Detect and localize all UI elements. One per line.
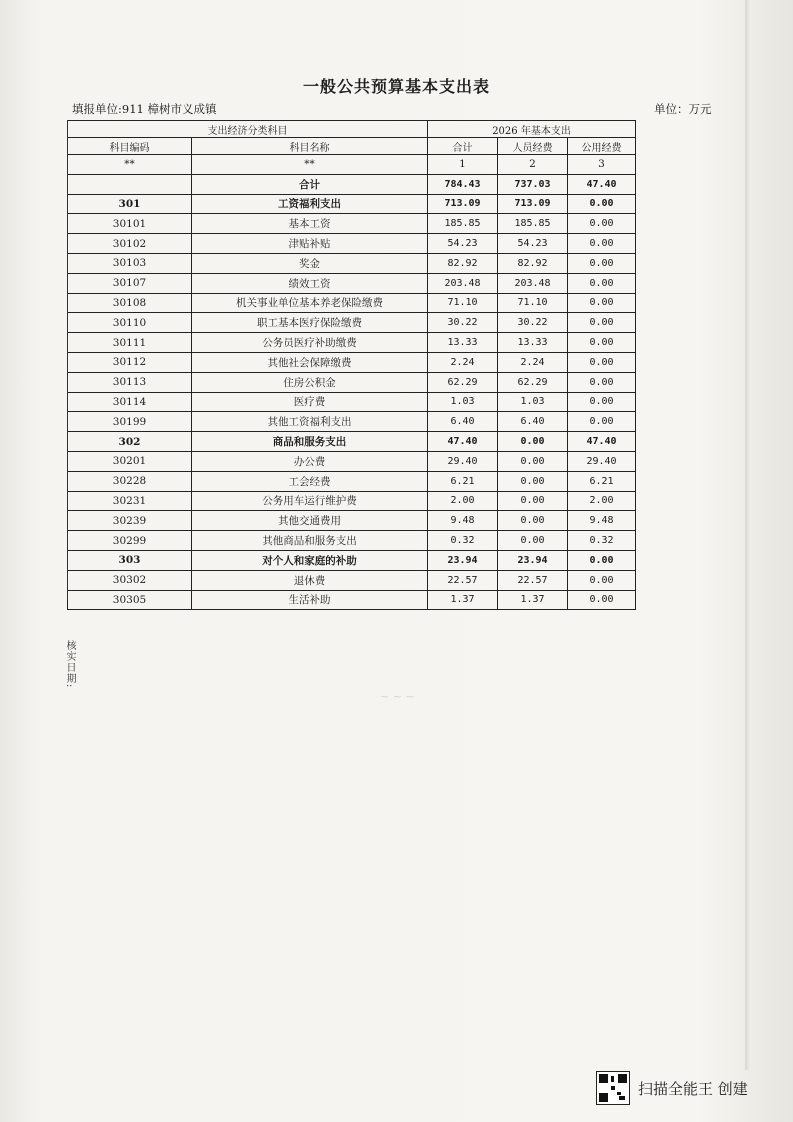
- row-name: 绩效工资: [192, 273, 428, 293]
- row-total: 9.48: [428, 511, 498, 531]
- column-header: 人员经费: [498, 138, 568, 155]
- row-public: 0.00: [568, 293, 636, 313]
- table-row: [68, 352, 636, 372]
- group-header-classification: 支出经济分类科目: [68, 121, 428, 138]
- budget-expenditure-table: [67, 120, 636, 610]
- column-header: 合计: [428, 138, 498, 155]
- row-name: 住房公积金: [192, 372, 428, 392]
- row-total: 13.33: [428, 333, 498, 353]
- row-code: 30101: [68, 214, 192, 234]
- row-code: 30239: [68, 511, 192, 531]
- page-fold-shadow: [745, 0, 751, 1070]
- row-personnel: 2.24: [498, 352, 568, 372]
- row-total: 22.57: [428, 570, 498, 590]
- row-total: 6.40: [428, 412, 498, 432]
- row-public: 0.00: [568, 372, 636, 392]
- row-personnel: 82.92: [498, 253, 568, 273]
- row-public: 0.00: [568, 194, 636, 214]
- row-personnel: 23.94: [498, 550, 568, 570]
- row-name: 公务用车运行维护费: [192, 491, 428, 511]
- row-total: 82.92: [428, 253, 498, 273]
- row-total: 47.40: [428, 432, 498, 452]
- row-public: 0.32: [568, 531, 636, 551]
- row-code: 30108: [68, 293, 192, 313]
- table-row: [68, 491, 636, 511]
- table-row: [68, 174, 636, 194]
- column-header: 公用经费: [568, 138, 636, 155]
- row-personnel: 22.57: [498, 570, 568, 590]
- row-name: 津贴补贴: [192, 234, 428, 254]
- column-index: **: [192, 155, 428, 175]
- column-index: 2: [498, 155, 568, 175]
- row-personnel: 13.33: [498, 333, 568, 353]
- row-name: 其他社会保障缴费: [192, 352, 428, 372]
- qr-code-icon: [596, 1071, 630, 1105]
- filer-unit: 填报单位:911 樟树市义成镇: [72, 102, 217, 116]
- column-index: 1: [428, 155, 498, 175]
- row-code: 30113: [68, 372, 192, 392]
- row-code: 30102: [68, 234, 192, 254]
- row-personnel: 185.85: [498, 214, 568, 234]
- row-personnel: 0.00: [498, 471, 568, 491]
- row-total: 0.32: [428, 531, 498, 551]
- table-left-border: [67, 120, 68, 600]
- row-name: 商品和服务支出: [192, 432, 428, 452]
- row-total: 203.48: [428, 273, 498, 293]
- row-public: 0.00: [568, 333, 636, 353]
- table-row: [68, 412, 636, 432]
- row-personnel: 713.09: [498, 194, 568, 214]
- row-public: 0.00: [568, 352, 636, 372]
- column-index-row: [68, 155, 636, 175]
- table-row: [68, 570, 636, 590]
- table-row: [68, 313, 636, 333]
- row-code: 302: [68, 432, 192, 452]
- row-name: 基本工资: [192, 214, 428, 234]
- row-personnel: 0.00: [498, 432, 568, 452]
- table-row: [68, 253, 636, 273]
- row-name: 工会经费: [192, 471, 428, 491]
- table-row: [68, 511, 636, 531]
- table-row: [68, 471, 636, 491]
- row-code: 30299: [68, 531, 192, 551]
- row-personnel: 0.00: [498, 451, 568, 471]
- column-header: 科目名称: [192, 138, 428, 155]
- row-public: 0.00: [568, 550, 636, 570]
- row-code: 30110: [68, 313, 192, 333]
- row-name: 公务员医疗补助缴费: [192, 333, 428, 353]
- row-name: 工资福利支出: [192, 194, 428, 214]
- watermark-text: 扫描全能王 创建: [638, 1079, 748, 1098]
- row-personnel: 30.22: [498, 313, 568, 333]
- currency-unit: 单位：万元: [654, 102, 712, 116]
- table-row: [68, 333, 636, 353]
- table-row: [68, 214, 636, 234]
- row-total: 1.03: [428, 392, 498, 412]
- row-personnel: 71.10: [498, 293, 568, 313]
- row-total: 71.10: [428, 293, 498, 313]
- column-index: 3: [568, 155, 636, 175]
- row-public: 29.40: [568, 451, 636, 471]
- row-personnel: 737.03: [498, 174, 568, 194]
- row-total: 54.23: [428, 234, 498, 254]
- row-public: 6.21: [568, 471, 636, 491]
- row-total: 2.24: [428, 352, 498, 372]
- page-title: 一般公共预算基本支出表: [302, 77, 490, 96]
- row-code: 30112: [68, 352, 192, 372]
- table-row: [68, 293, 636, 313]
- row-personnel: 54.23: [498, 234, 568, 254]
- row-name: 其他工资福利支出: [192, 412, 428, 432]
- faint-handwriting: ~ ~ ~: [380, 690, 415, 703]
- row-code: 30199: [68, 412, 192, 432]
- row-total: 2.00: [428, 491, 498, 511]
- row-personnel: 0.00: [498, 491, 568, 511]
- row-code: 30231: [68, 491, 192, 511]
- table-row: [68, 372, 636, 392]
- row-name: 机关事业单位基本养老保险缴费: [192, 293, 428, 313]
- row-code: 30305: [68, 590, 192, 610]
- row-name: 奖金: [192, 253, 428, 273]
- row-code: 30302: [68, 570, 192, 590]
- row-public: 0.00: [568, 214, 636, 234]
- table-row: [68, 194, 636, 214]
- column-index: **: [68, 155, 192, 175]
- row-personnel: 6.40: [498, 412, 568, 432]
- table-row: [68, 432, 636, 452]
- row-total: 1.37: [428, 590, 498, 610]
- row-public: 0.00: [568, 570, 636, 590]
- row-total: 30.22: [428, 313, 498, 333]
- row-name: 退休费: [192, 570, 428, 590]
- row-name: 生活补助: [192, 590, 428, 610]
- column-header: 科目编码: [68, 138, 192, 155]
- row-code: 30114: [68, 392, 192, 412]
- row-name: 对个人和家庭的补助: [192, 550, 428, 570]
- row-public: 0.00: [568, 412, 636, 432]
- row-code: 301: [68, 194, 192, 214]
- row-public: 0.00: [568, 313, 636, 333]
- row-public: 0.00: [568, 273, 636, 293]
- row-public: 0.00: [568, 234, 636, 254]
- row-total: 713.09: [428, 194, 498, 214]
- row-name: 其他交通费用: [192, 511, 428, 531]
- row-total: 6.21: [428, 471, 498, 491]
- table-row: [68, 234, 636, 254]
- table-row: [68, 531, 636, 551]
- row-personnel: 1.03: [498, 392, 568, 412]
- row-public: 0.00: [568, 590, 636, 610]
- group-header-expenditure: 2026 年基本支出: [428, 121, 636, 138]
- table-body: [68, 174, 636, 610]
- row-code: 30107: [68, 273, 192, 293]
- row-code: 303: [68, 550, 192, 570]
- column-header-row: [68, 138, 636, 155]
- row-public: 9.48: [568, 511, 636, 531]
- row-personnel: 0.00: [498, 511, 568, 531]
- row-name: 合计: [192, 174, 428, 194]
- row-personnel: 1.37: [498, 590, 568, 610]
- verification-date-label: 核实日期:: [64, 640, 75, 689]
- row-name: 办公费: [192, 451, 428, 471]
- row-total: 29.40: [428, 451, 498, 471]
- row-personnel: 203.48: [498, 273, 568, 293]
- table-row: [68, 451, 636, 471]
- row-code: 30111: [68, 333, 192, 353]
- row-name: 职工基本医疗保险缴费: [192, 313, 428, 333]
- row-public: 2.00: [568, 491, 636, 511]
- row-personnel: 62.29: [498, 372, 568, 392]
- budget-table-container: [67, 120, 635, 610]
- row-public: 0.00: [568, 253, 636, 273]
- table-row: [68, 273, 636, 293]
- row-name: 医疗费: [192, 392, 428, 412]
- row-personnel: 0.00: [498, 531, 568, 551]
- row-total: 185.85: [428, 214, 498, 234]
- table-row: [68, 550, 636, 570]
- scanner-watermark: [596, 1071, 748, 1105]
- row-total: 784.43: [428, 174, 498, 194]
- row-public: 47.40: [568, 432, 636, 452]
- table-row: [68, 590, 636, 610]
- row-total: 23.94: [428, 550, 498, 570]
- row-total: 62.29: [428, 372, 498, 392]
- table-row: [68, 392, 636, 412]
- row-name: 其他商品和服务支出: [192, 531, 428, 551]
- row-code: 30103: [68, 253, 192, 273]
- row-code: 30201: [68, 451, 192, 471]
- row-public: 47.40: [568, 174, 636, 194]
- row-code: [68, 174, 192, 194]
- row-code: 30228: [68, 471, 192, 491]
- row-public: 0.00: [568, 392, 636, 412]
